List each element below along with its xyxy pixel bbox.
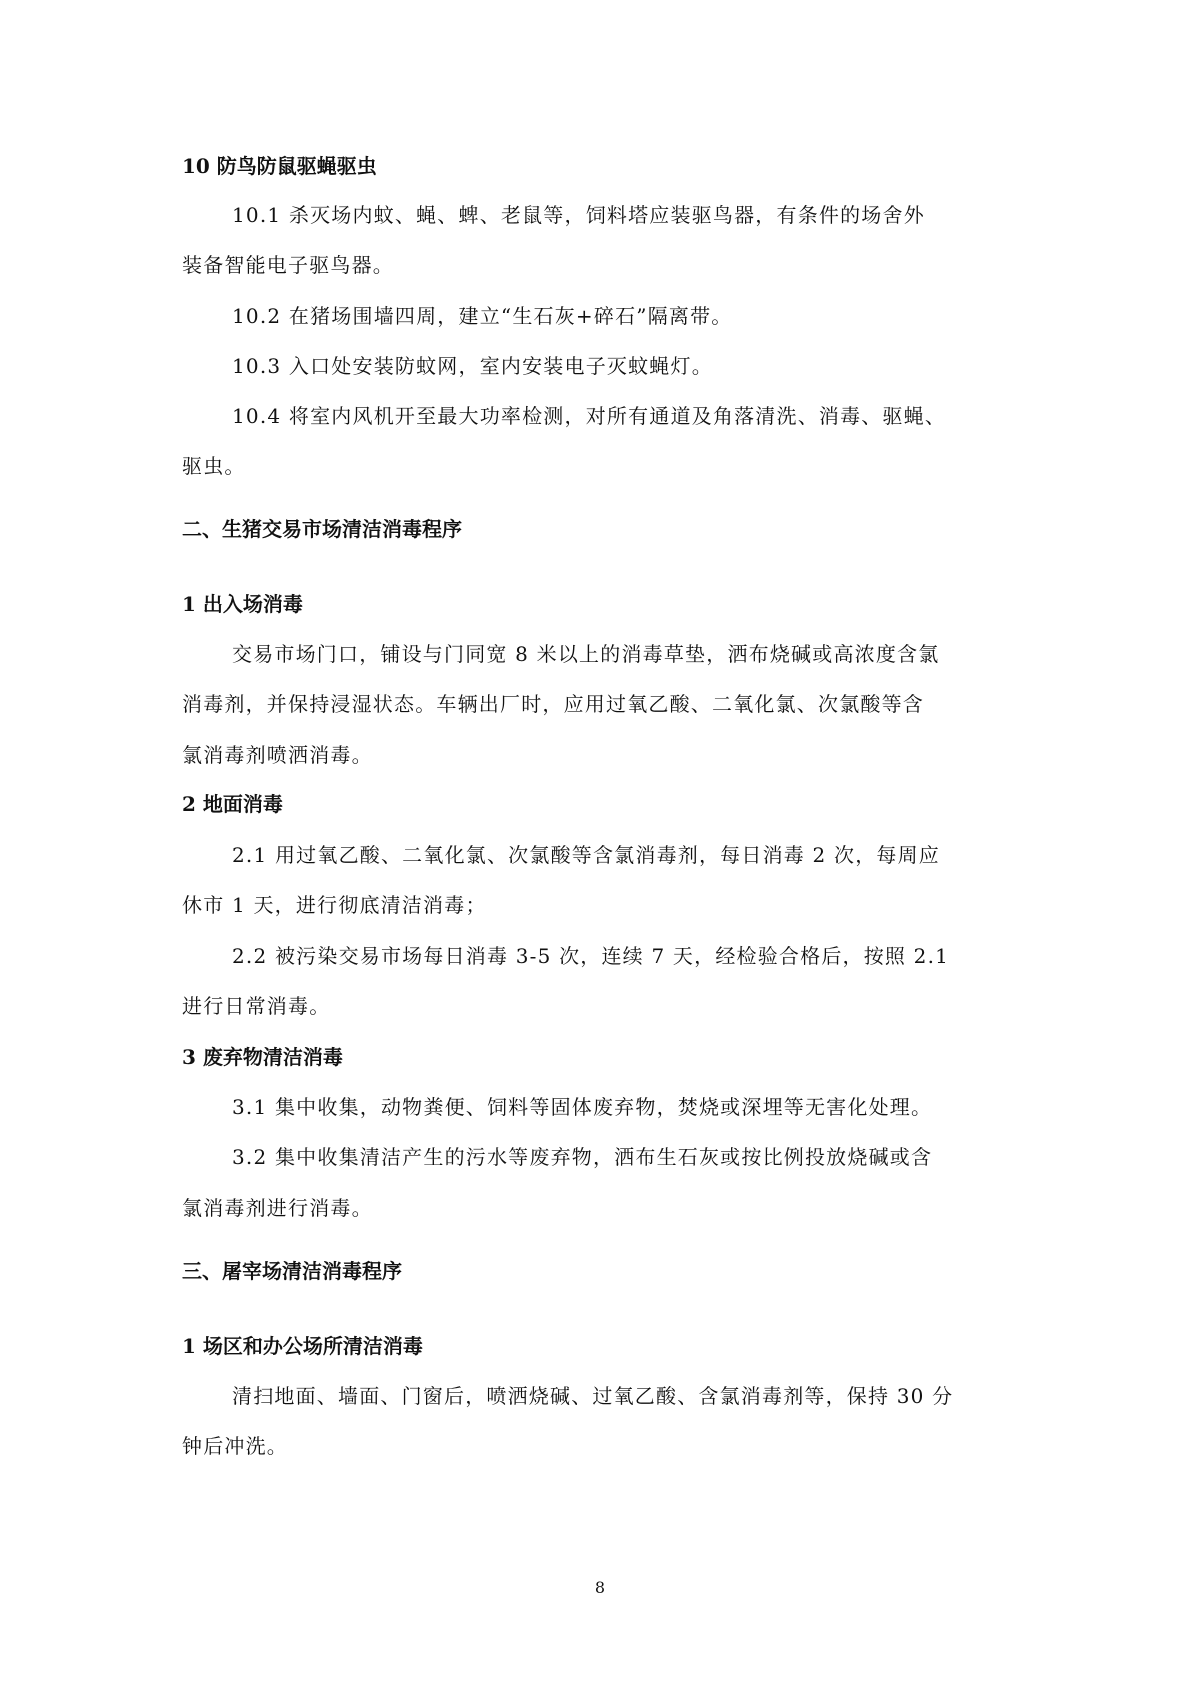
section-2-1-heading: 1 出入场消毒 (182, 592, 303, 616)
paragraph-10-1-line-1: 10.1 杀灭场内蚊、蝇、蜱、老鼠等，饲料塔应装驱鸟器，有条件的场舍外 (232, 203, 925, 227)
paragraph-2-2-line-1: 2.2 被污染交易市场每日消毒 3-5 次，连续 7 天，经检验合格后，按照 2.1 (232, 944, 950, 968)
section-2-1-line-2: 消毒剂，并保持浸湿状态。车辆出厂时，应用过氧乙酸、二氧化氯、次氯酸等含 (182, 692, 924, 716)
paragraph-2-2-line-2: 进行日常消毒。 (182, 994, 331, 1018)
paragraph-10-4-line-2: 驱虫。 (182, 454, 246, 478)
paragraph-10-1-line-2: 装备智能电子驱鸟器。 (182, 253, 394, 277)
paragraph-3-2-line-1: 3.2 集中收集清洁产生的污水等废弃物，洒布生石灰或按比例投放烧碱或含 (232, 1145, 933, 1169)
paragraph-10-3: 10.3 入口处安装防蚊网，室内安装电子灭蚊蝇灯。 (232, 354, 713, 378)
paragraph-3-2-line-2: 氯消毒剂进行消毒。 (182, 1196, 373, 1220)
paragraph-3-1: 3.1 集中收集，动物粪便、饲料等固体废弃物，焚烧或深埋等无害化处理。 (232, 1095, 933, 1119)
section-3-1-line-1: 清扫地面、墙面、门窗后，喷洒烧碱、过氧乙酸、含氯消毒剂等，保持 30 分 (232, 1384, 954, 1408)
section-3-heading: 三、屠宰场清洁消毒程序 (182, 1259, 402, 1283)
section-2-2-heading: 2 地面消毒 (182, 792, 283, 816)
section-3-1-heading: 1 场区和办公场所清洁消毒 (182, 1334, 423, 1358)
paragraph-10-4-line-1: 10.4 将室内风机开至最大功率检测，对所有通道及角落清洗、消毒、驱蝇、 (232, 404, 947, 428)
section-2-1-line-3: 氯消毒剂喷洒消毒。 (182, 743, 373, 767)
section-3-1-line-2: 钟后冲洗。 (182, 1434, 288, 1458)
paragraph-2-1-line-2: 休市 1 天，进行彻底清洁消毒； (182, 893, 487, 917)
section-2-3-heading: 3 废弃物清洁消毒 (182, 1045, 343, 1069)
page-number: 8 (594, 1578, 606, 1597)
section-10-heading: 10 防鸟防鼠驱蝇驱虫 (182, 154, 377, 178)
paragraph-2-1-line-1: 2.1 用过氧乙酸、二氧化氯、次氯酸等含氯消毒剂，每日消毒 2 次，每周应 (232, 843, 941, 867)
paragraph-10-2: 10.2 在猪场围墙四周，建立“生石灰+碎石”隔离带。 (232, 304, 733, 328)
section-2-heading: 二、生猪交易市场清洁消毒程序 (182, 517, 462, 541)
section-2-1-line-1: 交易市场门口，铺设与门同宽 8 米以上的消毒草垫，洒布烧碱或高浓度含氯 (232, 642, 940, 666)
